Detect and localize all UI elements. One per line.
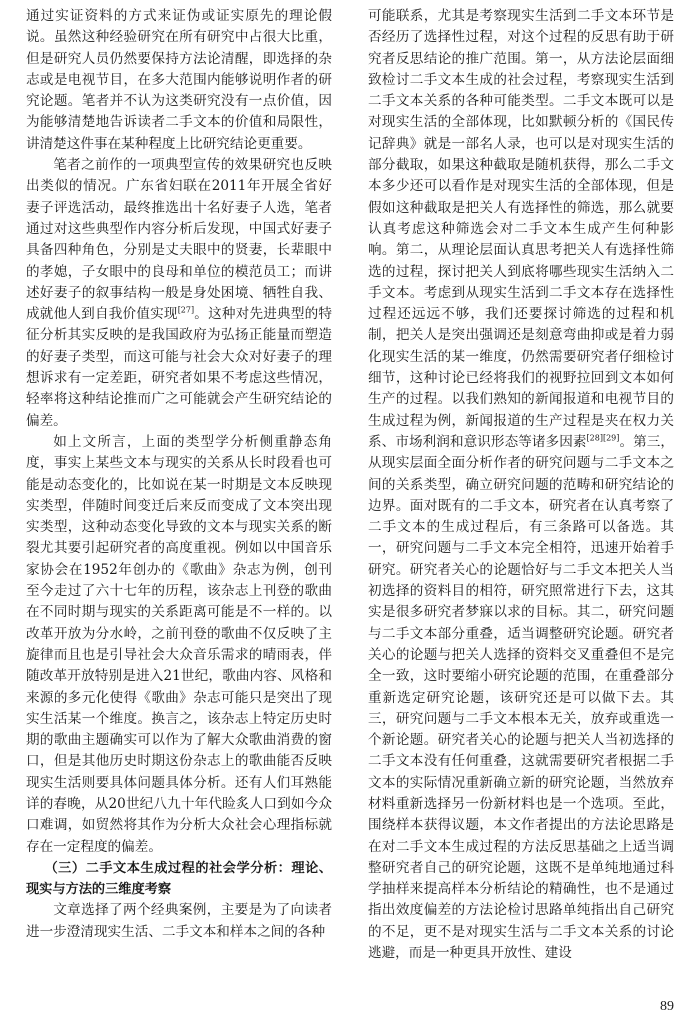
left-paragraph-4: 文章选择了两个经典案例，主要是为了向读者进一步澄清现实生活、二手文本和样本之间的各种 (26, 902, 332, 940)
citation-27: [27] (177, 305, 195, 315)
right-paragraph-1-text-a: 可能联系，尤其是考察现实生活到二手文本环节是否经历了选择性过程，对这个过程的反思有助于研究者反思结论的推广范围。第一，从方法论层面细致检讨二手文本生成的社会过程，考察现实生活到二手文本关系的各种可能类型。二手文本既可以是对现实生活的全部体现，比如默顿分析的《国民传记辞典》就是一部名人录，也可以是对现实生活的部分截取，如果这种截取是随机获得，那么二手文本多少还可以看作是对现实生活的全部体现，但是假如这种截取是把关人有选择性的筛选，那么就要认真考虑这种筛选会对二手文本生成产生何种影响。第二，从理论层面认真思考把关人有选择性筛选的过程，探讨把关人到底将哪些现实生活纳入二手文本。考虑到从现实生活到二手文本存在选择性过程还远远不够，我们还要探讨筛选的过程和机制，把关人是突出强调还是刻意弯曲抑或是着力弱化现实生活的某一维度，仍然需要研究者仔细检讨细节，这种讨论已经将我们的视野拉回到文本如何生产的过程。以我们熟知的新闻报道和电视节目的生成过程为例，新闻报道的生产过程是夹在权力关系、市场利润和意识形态等诸多因素 (368, 8, 674, 450)
page-number: 89 (660, 999, 674, 1014)
section-heading: （三）二手文本生成过程的社会学分析：理论、现实与方法的三维度考察 (26, 860, 332, 898)
right-column (368, 6, 674, 964)
right-paragraph-1-text-b: 。第三，从现实层面全面分析作者的研究问题与二手文本之间的关系类型，确立研究问题的范畴和研究结论的边界。面对既有的二手文本，研究者在认真考察了二手文本的生成过程后，有三条路可以备选。其一，研究问题与二手文本完全相符，迅速开始着手研究。研究者关心的论题恰好与二手文本把关人当初选择的资料目的相符，研究照常进行下去，这其实是很多研究者梦寐以求的目标。其二，研究问题与二手文本部分重叠，适当调整研究论题。研究者关心的论题与把关人选择的资料交叉重叠但不是完全一致，这时要缩小研究论题的范围，在重叠部分重新选定研究论题，该研究还是可以做下去。其三，研究问题与二手文本根本无关，放弃或重选一个新论题。研究者关心的论题与把关人当初选择的二手文本没有任何重叠，这就需要研究者根据二手文本的实际情况重新确立新的研究论题，当然放弃材料重新选择另一份新材料也是一个选项。至此，围绕样本获得议题，本文作者提出的方法论思路是在对二手文本生成过程的方法反思基础之上适当调整研究者自己的研究论题，这既不是单纯地通过科学抽样来提高样本分析结论的精确性，也不是通过指出效度偏差的方法论检讨思路单纯指出自己研究的不足，更不是对现实生活与二手文本关系的讨论逃避，而是一种更具开放性、建设 (368, 433, 675, 962)
left-paragraph-2 (26, 155, 332, 432)
left-column (26, 6, 332, 943)
left-paragraph-3: 如上文所言，上面的类型学分析侧重静态角度，事实上某些文本与现实的关系从长时段看也可能是动态变化的，比如说在某一时期是文本反映现实类型，伴随时间变迁后来反而变成了文本突出现实类型，这种动态变化导致的文本与现实关系的断裂尤其要引起研究者的高度重视。例如以中国音乐家协会在1952年创办的《歌曲》杂志为例，创刊至今走过了六十七年的历程，该杂志上刊登的歌曲在不同时期与现实的关系距离可能是不一样的。以改革开放为分水岭，之前刊登的歌曲不仅反映了主旋律而且也是引导社会大众音乐需求的晴雨表，伴随改革开放特别是进入21世纪，歌曲内容、风格和来源的多元化使得《歌曲》杂志可能只是突出了现实生活某一个维度。换言之，该杂志上特定历史时期的歌曲主题确实可以作为了解大众歌曲消费的窗口，但是其他历史时期这份杂志上的歌曲能否反映现实生活则要具体问题具体分析。还有人们耳熟能详的春晚，从20世纪八九十年代睑炙人口到如今众口难调，如贸然将其作为分析大众社会心理指标就存在一定程度的偏差。 (26, 433, 332, 855)
left-paragraph-2-text-a: 笔者之前作的一项典型宣传的效果研究也反映出类似的情况。广东省妇联在2011年开展全省好妻子评选活动，最终推选出十名好妻子人选，笔者通过对这些典型作内容分析后发现，中国式好妻子具备四种角色，分别是丈夫眼中的贤妻，长辈眼中的孝媳，子女眼中的良母和单位的模范员工；而讲述好妻子的叙事结构一般是身处困境、牺牲自我、成就他人到自我价值实现 (26, 157, 332, 323)
left-paragraph-1: 通过实证资料的方式来证伪或证实原先的理论假说。虽然这种经验研究在所有研究中占很大比重，但是研究人员仍然要保持方法论清醒，即选择的杂志或是电视节目，在多大范围内能够说明作者的研究论题。笔者并不认为这类研究没有一点价值，因为能够清楚地告诉读者二手文本的价值和局限性，讲清楚这件事在某种程度上比研究结论更重要。 (26, 8, 332, 152)
citation-28-29: [28][29] (586, 433, 620, 443)
right-paragraph-1 (368, 6, 674, 964)
left-paragraph-2-text-b: 。这种对先进典型的特征分析其实反映的是我国政府为弘扬正能量而塑造的好妻子类型，而这可能与社会大众对好妻子的理想诉求有一定差距，研究者如果不考虑这些情况，轻率将这种结论推而广之可能就会产生研究结论的偏差。 (26, 306, 333, 429)
